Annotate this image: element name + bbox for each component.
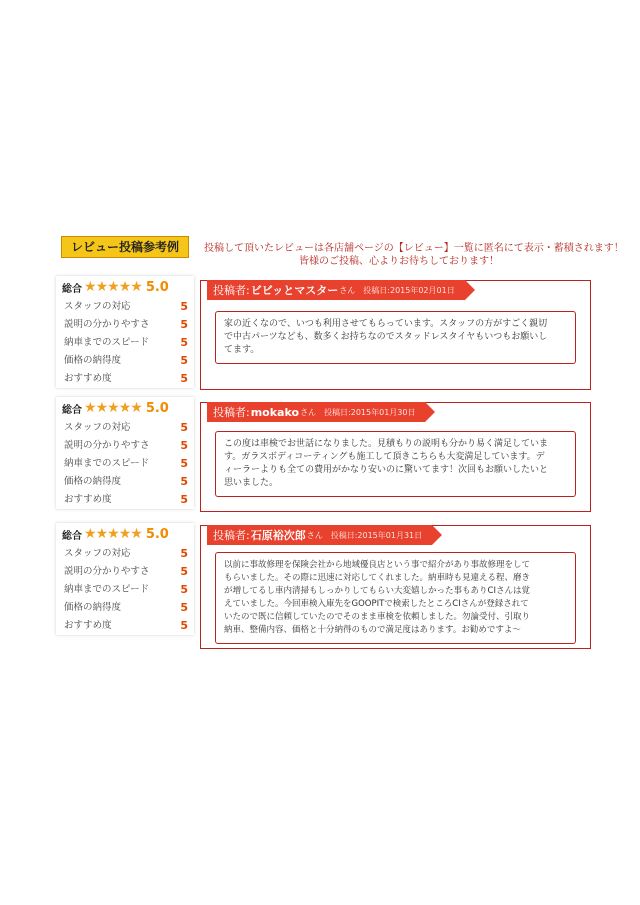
rating-panel-1 xyxy=(56,276,194,388)
star-rating xyxy=(84,280,142,294)
overall-score: 5.0 xyxy=(145,400,169,416)
star-rating xyxy=(84,401,142,415)
criterion-row xyxy=(56,370,194,388)
review-comment xyxy=(215,552,576,644)
star-icon: ★ xyxy=(118,279,131,295)
star-icon: ★ xyxy=(95,279,108,295)
criterion-label: おすすめ度 xyxy=(64,620,112,631)
honorific: さん xyxy=(306,530,323,540)
criterion-score: 5 xyxy=(180,475,188,488)
criterion-score: 5 xyxy=(180,336,188,349)
overall-label: 総合 xyxy=(62,530,82,542)
criterion-score: 5 xyxy=(180,421,188,434)
criterion-row xyxy=(56,352,194,370)
overall-label: 総合 xyxy=(62,404,82,416)
overall-score: 5.0 xyxy=(145,526,169,542)
criterion-score: 5 xyxy=(180,457,188,470)
criterion-row xyxy=(56,419,194,437)
criterion-row xyxy=(56,581,194,599)
post-date: 投稿日:2015年01月31日 xyxy=(330,530,423,540)
review-comment xyxy=(215,431,576,497)
rating-panel-3 xyxy=(56,523,194,635)
criterion-label: 納車までのスピード xyxy=(64,584,150,595)
criterion-label: スタッフの対応 xyxy=(64,422,131,433)
reviewer-banner xyxy=(207,525,432,545)
criterion-row xyxy=(56,491,194,509)
star-icon: ★ xyxy=(118,526,131,542)
reviewer-banner xyxy=(207,280,465,300)
reviewer-name: 石原裕次郎 xyxy=(250,529,306,542)
poster-label: 投稿者: xyxy=(213,406,250,419)
criterion-label: 価格の納得度 xyxy=(64,355,122,366)
criterion-label: 価格の納得度 xyxy=(64,476,122,487)
criterion-row xyxy=(56,455,194,473)
post-date: 投稿日:2015年01月30日 xyxy=(324,407,416,417)
criterion-label: おすすめ度 xyxy=(64,494,112,505)
section-title-tag: レビュー投稿参考例 xyxy=(61,236,189,258)
review-card-2 xyxy=(200,402,591,512)
criterion-score: 5 xyxy=(180,565,188,578)
criterion-row xyxy=(56,473,194,491)
comment-line: てます。 xyxy=(224,345,260,355)
comment-line: えていました。今回車検入庫先をGOOPITで検索したところCIさんが登録されて xyxy=(224,599,529,609)
criterion-row xyxy=(56,617,194,635)
star-rating xyxy=(84,527,142,541)
overall-rating xyxy=(56,276,194,298)
star-icon: ★ xyxy=(107,400,119,416)
criterion-row xyxy=(56,545,194,563)
overall-rating xyxy=(56,397,194,419)
star-icon: ★ xyxy=(95,400,108,416)
criterion-label: 価格の納得度 xyxy=(64,602,122,613)
criterion-score: 5 xyxy=(180,619,188,632)
comment-line: この度は車検でお世話になりました。見積もりの説明も分かり易く満足していま xyxy=(224,439,549,449)
criterion-label: 説明の分かりやすさ xyxy=(64,319,150,330)
star-icon: ★ xyxy=(95,526,108,542)
criterion-score: 5 xyxy=(180,354,188,367)
comment-line: す。ガラスボディコーティングも施工して頂きこちらも大変満足しています。デ xyxy=(224,452,545,462)
criterion-score: 5 xyxy=(180,547,188,560)
star-icon: ★ xyxy=(107,526,119,542)
star-icon: ★ xyxy=(130,400,142,416)
honorific: さん xyxy=(339,285,356,295)
criterion-score: 5 xyxy=(180,493,188,506)
criterion-row xyxy=(56,599,194,617)
criterion-row xyxy=(56,563,194,581)
criterion-label: 説明の分かりやすさ xyxy=(64,440,150,451)
overall-rating xyxy=(56,523,194,545)
criterion-score: 5 xyxy=(180,583,188,596)
intro-text xyxy=(204,242,624,268)
criterion-row xyxy=(56,316,194,334)
criterion-row xyxy=(56,298,194,316)
criterion-label: 納車までのスピード xyxy=(64,458,150,469)
criterion-score: 5 xyxy=(180,601,188,614)
review-card-3 xyxy=(200,525,591,649)
reviewer-name: ビビッとマスター xyxy=(250,284,339,297)
reviewer-banner xyxy=(207,402,425,422)
star-icon: ★ xyxy=(84,400,96,416)
honorific: さん xyxy=(300,407,317,417)
post-date: 投稿日:2015年02月01日 xyxy=(363,285,455,295)
comment-line: 納車、整備内容、価格と十分納得のもので満足度はあります。お勧めですよ～ xyxy=(224,625,521,635)
overall-label: 総合 xyxy=(62,283,82,295)
criterion-score: 5 xyxy=(180,318,188,331)
poster-label: 投稿者: xyxy=(213,284,250,297)
criterion-label: おすすめ度 xyxy=(64,373,112,384)
review-comment xyxy=(215,311,576,364)
criterion-label: スタッフの対応 xyxy=(64,548,131,559)
star-icon: ★ xyxy=(84,526,96,542)
criterion-row xyxy=(56,437,194,455)
star-icon: ★ xyxy=(130,526,142,542)
criterion-row xyxy=(56,334,194,352)
comment-line: もらいました。その際に迅速に対応してくれました。納車時も見違える程、磨き xyxy=(224,573,531,583)
comment-line: いたので既に信頼していたのでそのまま車検を依頼しました。勿論受付、引取り xyxy=(224,612,531,622)
intro-line-1: 投稿して頂いたレビューは各店舗ページの【レビュー】一覧に匿名にて表示・蓄積されます！ xyxy=(204,243,624,254)
criterion-label: 説明の分かりやすさ xyxy=(64,566,150,577)
intro-line-2: 皆様のご投稿、心よりお待ちしております！ xyxy=(299,256,499,267)
reviewer-name: mokako xyxy=(250,405,300,419)
comment-line: で中古パーツなども、数多くお持ちなのでスタッドレスタイヤもいつもお願いし xyxy=(224,332,548,342)
poster-label: 投稿者: xyxy=(213,529,250,542)
review-card-1 xyxy=(200,280,591,390)
overall-score: 5.0 xyxy=(145,279,169,295)
criterion-score: 5 xyxy=(180,372,188,385)
comment-line: 以前に事故修理を保険会社から地域優良店という事で紹介があり事故修理をして xyxy=(224,560,531,570)
comment-line: 家の近くなので、いつも利用させてもらっています。スタッフの方がすごく親切 xyxy=(224,319,548,329)
criterion-score: 5 xyxy=(180,300,188,313)
criterion-label: 納車までのスピード xyxy=(64,337,150,348)
star-icon: ★ xyxy=(118,400,131,416)
star-icon: ★ xyxy=(107,279,119,295)
rating-panel-2 xyxy=(56,397,194,509)
criterion-label: スタッフの対応 xyxy=(64,301,131,312)
criterion-score: 5 xyxy=(180,439,188,452)
comment-line: が増してるし車内清掃もしっかりしてもらい大変嬉しかった事もありCIさんは覚 xyxy=(224,586,530,596)
star-icon: ★ xyxy=(130,279,142,295)
comment-line: ィーラーよりも全ての費用がかなり安いのに驚いてます！次回もお願いしたいと xyxy=(224,465,549,475)
star-icon: ★ xyxy=(84,279,96,295)
comment-line: 思いました。 xyxy=(224,478,279,488)
